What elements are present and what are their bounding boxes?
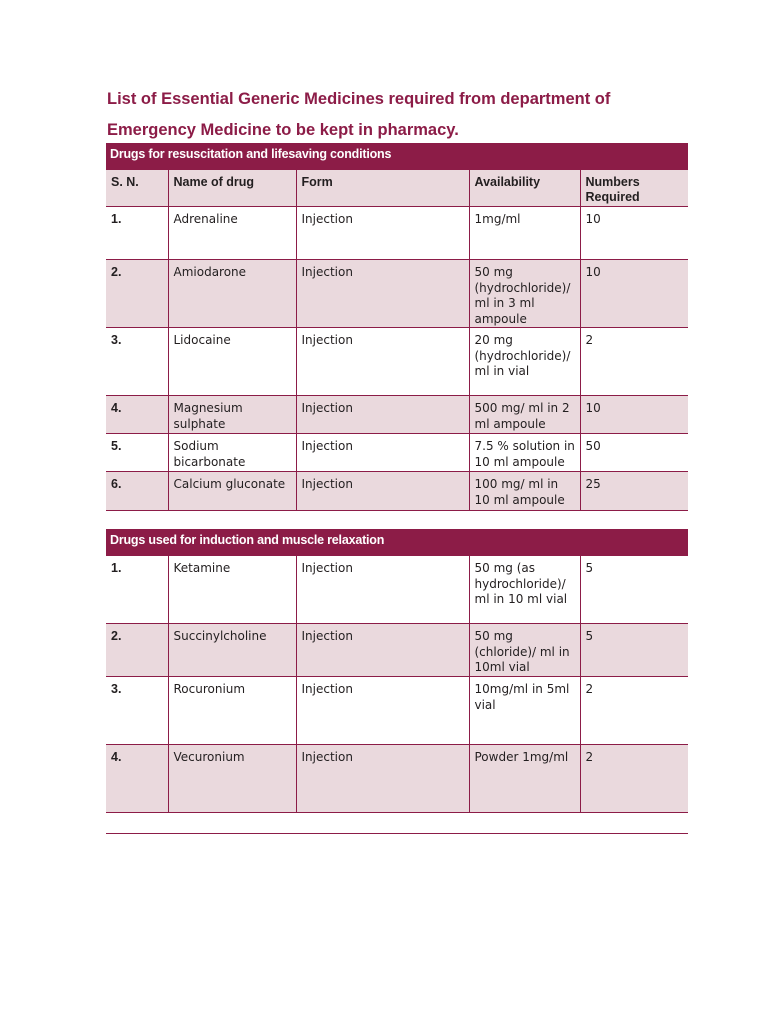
cell-form: Injection bbox=[296, 207, 469, 260]
cell-sn: 2. bbox=[106, 624, 168, 677]
cell-form: Injection bbox=[296, 328, 469, 396]
cell-numbers: 50 bbox=[580, 434, 688, 472]
cell-name: Adrenaline bbox=[168, 207, 296, 260]
table-row bbox=[106, 624, 688, 677]
cell-sn: 1. bbox=[106, 207, 168, 260]
cell-numbers: 25 bbox=[580, 472, 688, 511]
column-header-row bbox=[106, 170, 688, 207]
cell-sn: 1. bbox=[106, 556, 168, 624]
cell-availability: 500 mg/ ml in 2 ml ampoule bbox=[469, 396, 580, 434]
cell-form: Injection bbox=[296, 472, 469, 511]
cell-form: Injection bbox=[296, 677, 469, 745]
section-header-row bbox=[106, 144, 688, 170]
cell-availability: 20 mg (hydrochloride)/ ml in vial bbox=[469, 328, 580, 396]
cell-numbers: 10 bbox=[580, 396, 688, 434]
cell-sn: 4. bbox=[106, 745, 168, 813]
cell-numbers: 2 bbox=[580, 745, 688, 813]
cell-name: Amiodarone bbox=[168, 260, 296, 328]
table-row bbox=[106, 745, 688, 813]
table-row bbox=[106, 472, 688, 511]
table-row bbox=[106, 677, 688, 745]
cell-form: Injection bbox=[296, 745, 469, 813]
cell-sn: 4. bbox=[106, 396, 168, 434]
cell-availability: 10mg/ml in 5ml vial bbox=[469, 677, 580, 745]
section-header-row bbox=[106, 530, 688, 556]
table-row bbox=[106, 207, 688, 260]
cell-availability: 50 mg (hydrochloride)/ ml in 3 ml ampoule bbox=[469, 260, 580, 328]
cell-sn: 5. bbox=[106, 434, 168, 472]
column-header-form: Form bbox=[296, 170, 469, 207]
cell-numbers: 5 bbox=[580, 556, 688, 624]
section-heading: Drugs used for induction and muscle relaxation bbox=[106, 530, 688, 556]
table-row bbox=[106, 434, 688, 472]
cell-numbers: 2 bbox=[580, 677, 688, 745]
cell-numbers: 10 bbox=[580, 260, 688, 328]
cell-name: Calcium gluconate bbox=[168, 472, 296, 511]
cell-numbers: 10 bbox=[580, 207, 688, 260]
cell-availability: 100 mg/ ml in 10 ml ampoule bbox=[469, 472, 580, 511]
induction-drugs-table bbox=[106, 529, 688, 813]
cell-form: Injection bbox=[296, 260, 469, 328]
cell-name: Lidocaine bbox=[168, 328, 296, 396]
table-row bbox=[106, 328, 688, 396]
cell-form: Injection bbox=[296, 396, 469, 434]
table-row bbox=[106, 260, 688, 328]
cell-availability: 1mg/ml bbox=[469, 207, 580, 260]
cell-sn: 6. bbox=[106, 472, 168, 511]
table-row bbox=[106, 396, 688, 434]
cell-name: Ketamine bbox=[168, 556, 296, 624]
column-header-sn: S. N. bbox=[106, 170, 168, 207]
table-row bbox=[106, 556, 688, 624]
footer-divider bbox=[106, 833, 688, 834]
cell-availability: 50 mg (chloride)/ ml in 10ml vial bbox=[469, 624, 580, 677]
cell-availability: 7.5 % solution in 10 ml ampoule bbox=[469, 434, 580, 472]
cell-name: Vecuronium bbox=[168, 745, 296, 813]
cell-sn: 3. bbox=[106, 328, 168, 396]
page-title: List of Essential Generic Medicines required from department of Emergency Medicine to be kept in pharmacy. bbox=[107, 90, 611, 139]
column-header-name: Name of drug bbox=[168, 170, 296, 207]
cell-name: Magnesium sulphate bbox=[168, 396, 296, 434]
cell-name: Sodium bicarbonate bbox=[168, 434, 296, 472]
cell-form: Injection bbox=[296, 556, 469, 624]
cell-numbers: 5 bbox=[580, 624, 688, 677]
resuscitation-drugs-table bbox=[106, 143, 688, 511]
column-header-availability: Availability bbox=[469, 170, 580, 207]
cell-availability: 50 mg (as hydrochloride)/ ml in 10 ml vial bbox=[469, 556, 580, 624]
column-header-numbers: Numbers Required bbox=[580, 170, 688, 207]
cell-availability: Powder 1mg/ml bbox=[469, 745, 580, 813]
cell-name: Succinylcholine bbox=[168, 624, 296, 677]
cell-form: Injection bbox=[296, 434, 469, 472]
cell-name: Rocuronium bbox=[168, 677, 296, 745]
cell-sn: 3. bbox=[106, 677, 168, 745]
section-heading: Drugs for resuscitation and lifesaving conditions bbox=[106, 144, 688, 170]
cell-form: Injection bbox=[296, 624, 469, 677]
cell-numbers: 2 bbox=[580, 328, 688, 396]
cell-sn: 2. bbox=[106, 260, 168, 328]
